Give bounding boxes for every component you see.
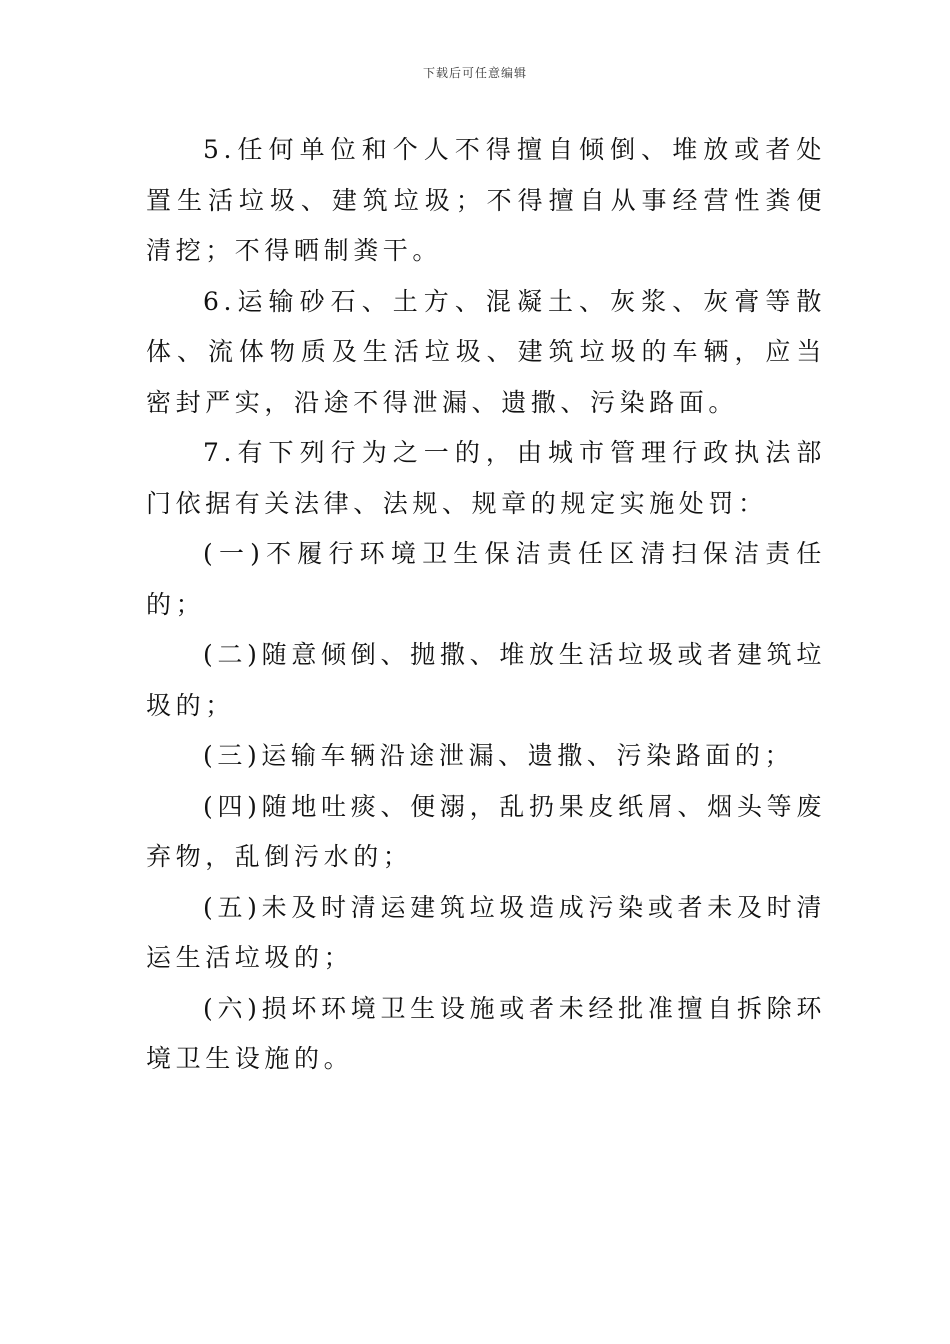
document-body xyxy=(146,125,826,1085)
clause-6: (六)损坏环境卫生设施或者未经批准擅自拆除环境卫生设施的。 xyxy=(146,993,826,1073)
clause-2: (二)随意倾倒、抛撒、堆放生活垃圾或者建筑垃圾的； xyxy=(146,640,826,720)
clause-4: (四)随地吐痰、便溺，乱扔果皮纸屑、烟头等废弃物，乱倒污水的； xyxy=(146,791,826,871)
clause-3: (三)运输车辆沿途泄漏、遗撒、污染路面的； xyxy=(203,741,795,770)
clause-5: (五)未及时清运建筑垃圾造成污染或者未及时清运生活垃圾的； xyxy=(146,892,826,972)
page-header: 下载后可任意编辑 xyxy=(422,66,527,80)
paragraph-item-7: 7.有下列行为之一的，由城市管理行政执法部门依据有关法律、法规、规章的规定实施处罚： xyxy=(146,438,826,518)
paragraph-item-6: 6.运输砂石、土方、混凝土、灰浆、灰膏等散体、流体物质及生活垃圾、建筑垃圾的车辆，应当密封严实，沿途不得泄漏、遗撒、污染路面。 xyxy=(146,286,826,417)
clause-1: (一)不履行环境卫生保洁责任区清扫保洁责任的； xyxy=(146,539,826,619)
paragraph-item-5: 5.任何单位和个人不得擅自倾倒、堆放或者处置生活垃圾、建筑垃圾；不得擅自从事经营性粪便清挖；不得晒制粪干。 xyxy=(146,135,826,265)
